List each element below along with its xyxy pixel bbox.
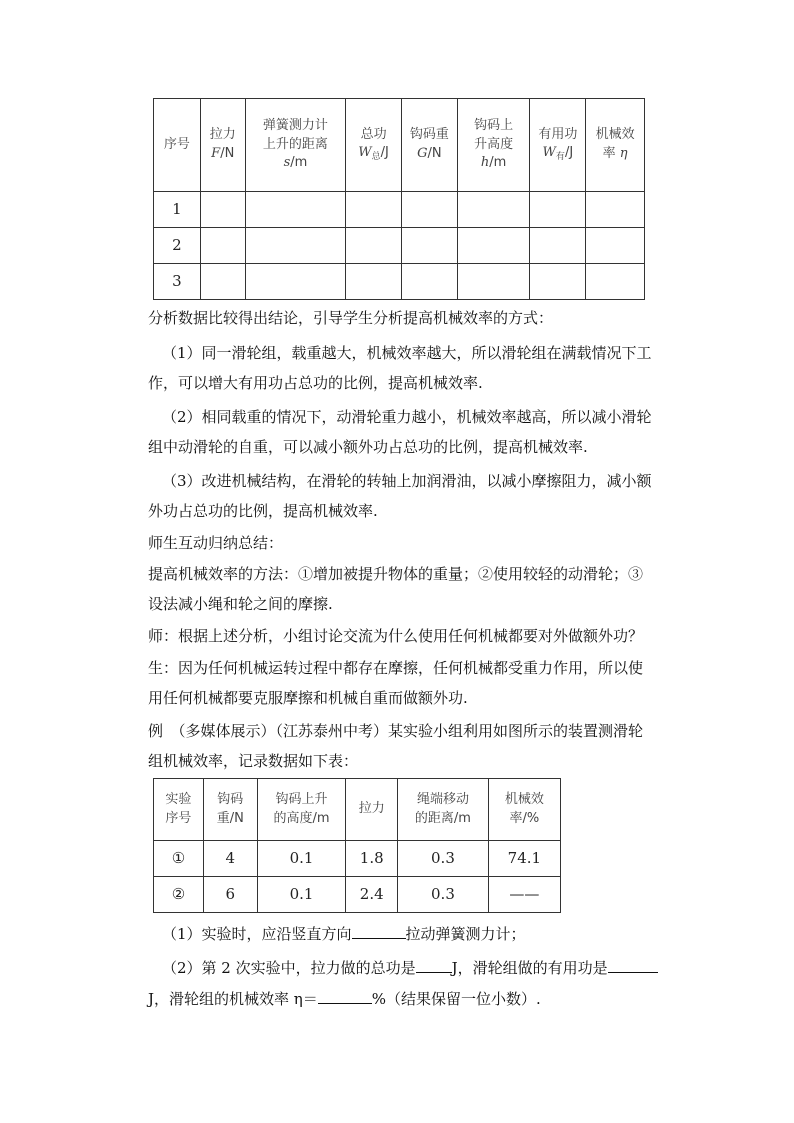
header-pull-force: 拉力 — [346, 779, 398, 841]
header-lift-height: 钩码上升 的高度/m — [257, 779, 346, 841]
header-pull-force: 拉力 F/N — [200, 99, 245, 192]
empty-cell — [586, 192, 645, 228]
empty-cell — [346, 192, 402, 228]
cell-force: 1.8 — [346, 841, 398, 877]
table-row — [154, 228, 645, 264]
empty-cell — [457, 192, 530, 228]
cell-trial: ② — [154, 877, 204, 913]
empty-cell — [200, 228, 245, 264]
example-data-table — [153, 778, 561, 913]
cell-weight: 4 — [203, 841, 257, 877]
question-2-line-1 — [148, 952, 688, 985]
cell-distance: 0.3 — [398, 877, 489, 913]
header-trial-number: 实验 序号 — [154, 779, 204, 841]
paragraph-example-line-2: 组机械效率，记录数据如下表： — [148, 752, 359, 770]
paragraph-student-answer-line-2: 用任何机械都要克服摩擦和机械自重而做额外功. — [148, 689, 468, 707]
paragraph-point-1-line-2: 作，可以增大有用功占总功的比例，提高机械效率. — [148, 374, 483, 392]
answer-blank-1[interactable] — [352, 923, 406, 939]
question-2-efficiency-label: J，滑轮组的机械效率 η＝ — [148, 990, 318, 1008]
empty-cell — [346, 228, 402, 264]
cell-weight: 6 — [203, 877, 257, 913]
table-header-row — [154, 779, 561, 841]
empty-cell — [401, 228, 457, 264]
row-index: 3 — [154, 264, 201, 300]
empty-cell — [401, 192, 457, 228]
paragraph-analysis-intro: 分析数据比较得出结论，引导学生分析提高机械效率的方式： — [148, 309, 554, 327]
table-row — [154, 841, 561, 877]
row-index: 2 — [154, 228, 201, 264]
cell-trial: ① — [154, 841, 204, 877]
cell-efficiency: 74.1 — [488, 841, 560, 877]
empty-cell — [530, 264, 586, 300]
empty-cell — [457, 228, 530, 264]
paragraph-point-3-line-2: 外功占总功的比例，提高机械效率. — [148, 502, 378, 520]
question-1-suffix: 拉动弹簧测力计； — [405, 925, 526, 943]
header-weight: 钩码重 G/N — [401, 99, 457, 192]
question-1-prefix: （1）实验时，应沿竖直方向 — [162, 925, 352, 943]
paragraph-teacher-question: 师：根据上述分析，小组讨论交流为什么使用任何机械都要对外做额外功？ — [148, 627, 644, 645]
empty-cell — [401, 264, 457, 300]
header-rope-distance: 绳端移动 的距离/m — [398, 779, 489, 841]
empty-cell — [200, 264, 245, 300]
empty-cell — [530, 192, 586, 228]
cell-height: 0.1 — [257, 877, 346, 913]
paragraph-methods-line-2: 设法减小绳和轮之间的摩擦. — [148, 595, 333, 613]
header-efficiency: 机械效 率/% — [488, 779, 560, 841]
empty-cell — [245, 228, 346, 264]
header-useful-work: 有用功 $W_有/J$ — [530, 99, 586, 192]
question-2-line-2 — [148, 983, 674, 1016]
row-index: 1 — [154, 192, 201, 228]
header-total-work: 总功 $W_总/J$ — [346, 99, 402, 192]
question-2-mid: J，滑轮组做的有用功是 — [451, 959, 608, 977]
cell-force: 2.4 — [346, 877, 398, 913]
empty-cell — [200, 192, 245, 228]
paragraph-point-3-line-1: （3）改进机械结构，在滑轮的转轴上加润滑油，以减小摩擦阻力，减小额 — [162, 472, 652, 490]
paragraph-methods-line-1: 提高机械效率的方法：①增加被提升物体的重量；②使用较轻的动滑轮；③ — [148, 565, 644, 583]
question-2-suffix: %（结果保留一位小数）. — [371, 990, 541, 1008]
paragraph-student-answer-line-1: 生：因为任何机械运转过程中都存在摩擦，任何机械都受重力作用，所以使 — [148, 659, 644, 677]
cell-distance: 0.3 — [398, 841, 489, 877]
table-header-row — [154, 99, 645, 192]
table-row — [154, 877, 561, 913]
question-1 — [148, 918, 688, 951]
paragraph-point-2-line-2: 组中动滑轮的自重，可以减小额外功占总功的比例，提高机械效率. — [148, 438, 588, 456]
cell-efficiency: —— — [488, 877, 560, 913]
answer-blank-4[interactable] — [318, 988, 372, 1004]
header-spring-distance: 弹簧测力计 上升的距离 s/m — [245, 99, 346, 192]
header-hook-weight: 钩码 重/N — [203, 779, 257, 841]
header-efficiency: 机械效 率 η — [586, 99, 645, 192]
header-index: 序号 — [154, 99, 201, 192]
table-row — [154, 192, 645, 228]
answer-blank-2[interactable] — [416, 957, 452, 973]
empty-cell — [586, 228, 645, 264]
question-2-prefix: （2）第 2 次实验中，拉力做的总功是 — [162, 959, 416, 977]
empty-cell — [245, 264, 346, 300]
experiment-record-table — [153, 98, 645, 300]
empty-cell — [457, 264, 530, 300]
empty-cell — [245, 192, 346, 228]
empty-cell — [586, 264, 645, 300]
paragraph-point-2-line-1: （2）相同载重的情况下，动滑轮重力越小，机械效率越高，所以减小滑轮 — [162, 408, 652, 426]
empty-cell — [346, 264, 402, 300]
cell-height: 0.1 — [257, 841, 346, 877]
header-lift-height: 钩码上 升高度 h/m — [457, 99, 530, 192]
paragraph-summary-heading: 师生互动归纳总结： — [148, 534, 284, 552]
empty-cell — [530, 228, 586, 264]
paragraph-point-1-line-1: （1）同一滑轮组，载重越大，机械效率越大，所以滑轮组在满载情况下工 — [162, 344, 652, 362]
table-row — [154, 264, 645, 300]
answer-blank-3[interactable] — [608, 957, 658, 973]
paragraph-example-line-1: 例 （多媒体展示）（江苏泰州中考）某实验小组利用如图所示的装置测滑轮 — [148, 722, 644, 740]
